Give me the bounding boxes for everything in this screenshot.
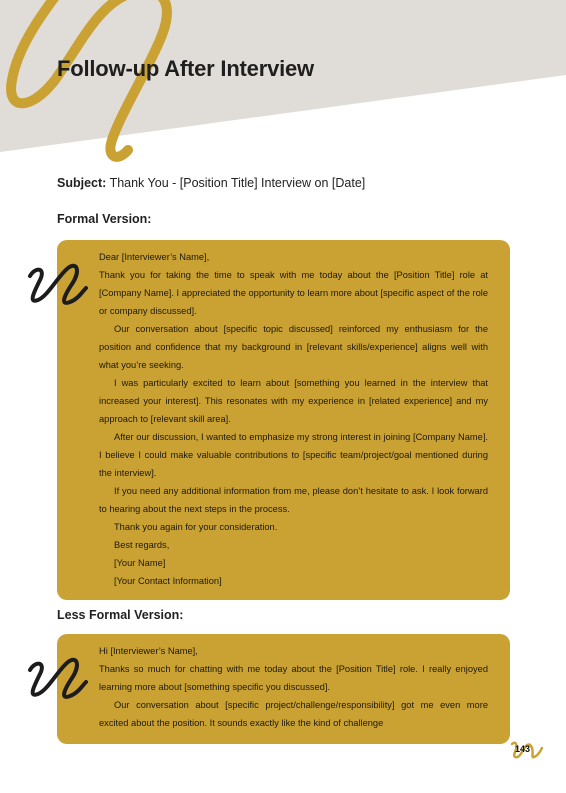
less-formal-letter [99, 642, 488, 732]
less-formal-letter-box [57, 634, 510, 744]
formal-paragraph-1: Thank you for taking the time to speak with me today about the [Position Title] role at [Company Name]. I appreciated the opportunity to learn more about [specific aspect of the role or company discussed]. [99, 270, 488, 316]
less-formal-paragraph-2: Our conversation about [specific project/challenge/responsibility] got me even more excited about the position. It sounds exactly like the kind of challenge [99, 700, 488, 728]
email-subject-line [57, 176, 365, 190]
scribble-icon [24, 262, 90, 310]
formal-paragraph-4: After our discussion, I wanted to emphasize my strong interest in joining [Company Name]. I believe I could make valuable contributions to [specific team/project/goal mentioned during the interview]. [99, 432, 488, 478]
formal-paragraph-2: Our conversation about [specific topic discussed] reinforced my enthusiasm for the position and confidence that my background in [relevant skills/experience] aligns well with what you’re seeking. [99, 324, 488, 370]
formal-letter-box [57, 240, 510, 600]
scribble-icon [24, 656, 90, 704]
formal-paragraph-5: If you need any additional information from me, please don’t hesitate to ask. I look forward to hearing about the next steps in the process. [99, 486, 488, 514]
formal-signature-contact: [Your Contact Information] [114, 576, 222, 586]
formal-letter [99, 248, 488, 590]
subject-text: Thank You - [Position Title] Interview on [Date] [109, 176, 366, 190]
less-formal-greeting: Hi [Interviewer’s Name], [99, 646, 198, 656]
page-title: Follow-up After Interview [57, 56, 314, 81]
formal-paragraph-6: Thank you again for your consideration. [114, 522, 278, 532]
subject-label: Subject: [57, 176, 107, 190]
formal-signature-name: [Your Name] [114, 558, 166, 568]
formal-paragraph-3: I was particularly excited to learn about [something you learned in the interview that increased your interest]. This resonates with my experience in [related experience] and my approach to [relevant skill area]. [99, 378, 488, 424]
formal-closing: Best regards, [114, 540, 170, 550]
page-number: 143 [515, 744, 531, 754]
less-formal-version-heading: Less Formal Version: [57, 608, 184, 622]
formal-version-heading: Formal Version: [57, 212, 152, 226]
less-formal-paragraph-1: Thanks so much for chatting with me today about the [Position Title] role. I really enjoyed learning more about [something specific you discussed]. [99, 664, 488, 692]
formal-greeting: Dear [Interviewer’s Name], [99, 252, 210, 262]
